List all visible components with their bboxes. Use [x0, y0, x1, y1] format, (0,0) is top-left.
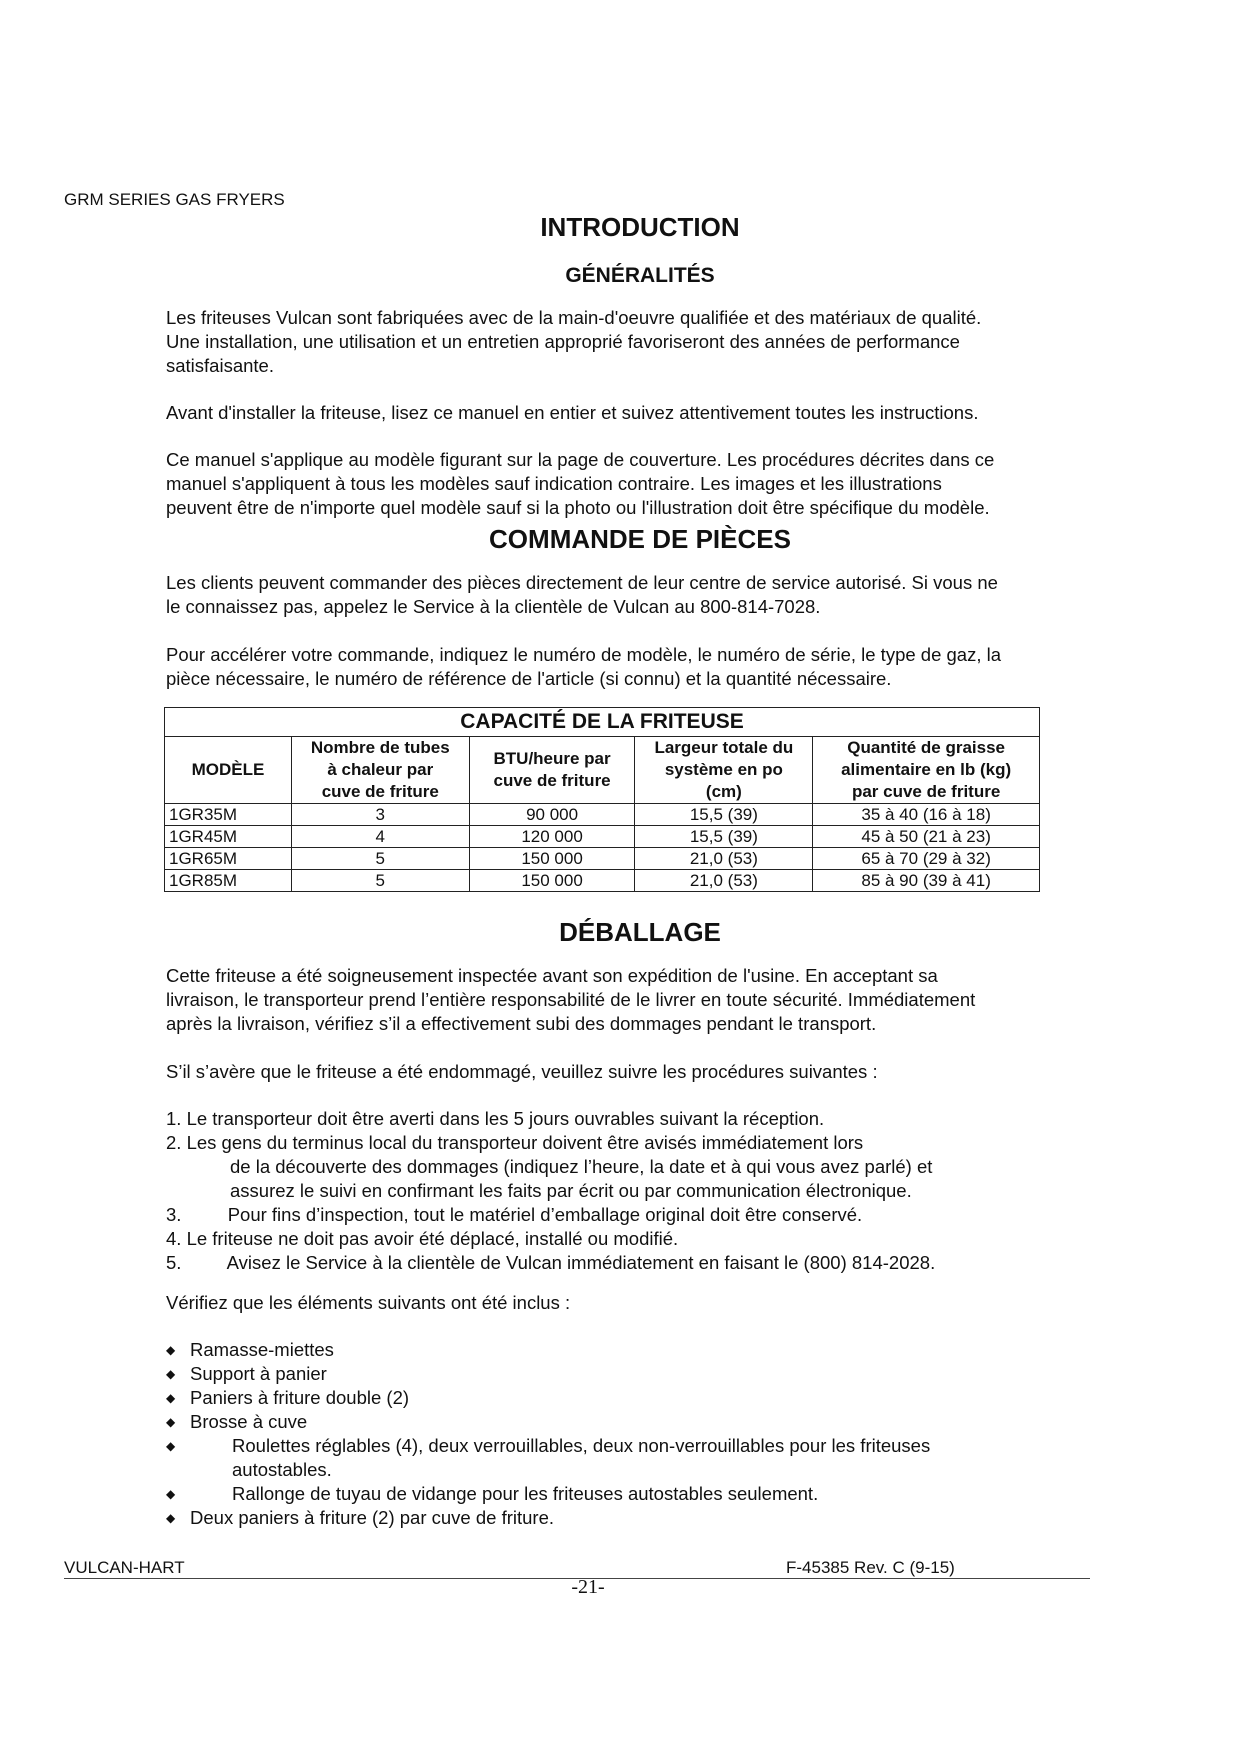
list-item-text: Rallonge de tuyau de vidange pour les friteuses autostables seulement.: [232, 1483, 819, 1504]
intro-paragraph-1: [166, 306, 1126, 378]
header-line: MODÈLE: [191, 760, 265, 779]
cell-width: 15,5 (39): [635, 826, 813, 848]
list-item-text: Roulettes réglables (4), deux verrouillables, deux non-verrouillables pour les friteuses: [232, 1435, 931, 1456]
table-row: [165, 826, 1040, 848]
table-title: CAPACITÉ DE LA FRITEUSE: [165, 708, 1040, 737]
header-tubes: [291, 737, 469, 804]
section-title-parts: COMMANDE DE PIÈCES: [489, 524, 791, 554]
header-line: par cuve de friture: [851, 782, 1001, 801]
cell-oil-capacity: 45 à 50 (21 à 23): [813, 826, 1040, 848]
list-item: [166, 1362, 1126, 1386]
list-item-continuation: assurez le suivi en confirmant les faits par écrit ou par communication électronique.: [230, 1180, 912, 1201]
header-line: BTU/heure par: [493, 749, 611, 768]
running-header: GRM SERIES GAS FRYERS: [64, 190, 285, 209]
header-line: cuve de friture: [321, 782, 439, 801]
unpacking-paragraph-1: [166, 964, 1126, 1036]
list-item-text: Support à panier: [190, 1363, 327, 1384]
header-line: système en po: [664, 760, 783, 779]
cell-model: 1GR35M: [165, 804, 292, 826]
diamond-bullet-icon: ◆: [166, 1415, 176, 1429]
text-line: Les clients peuvent commander des pièces directement de leur centre de service autorisé. Si vous ne: [166, 572, 998, 593]
header-oil-capacity: [813, 737, 1040, 804]
section-title-unpacking: DÉBALLAGE: [559, 917, 721, 947]
cell-btu: 150 000: [469, 870, 635, 892]
cell-model: 1GR65M: [165, 848, 292, 870]
list-item: 5. Avisez le Service à la clientèle de Vulcan immédiatement en faisant le (800) 814-2028.: [166, 1252, 936, 1273]
cell-model: 1GR85M: [165, 870, 292, 892]
list-item: [166, 1482, 1126, 1506]
text-line: satisfaisante.: [166, 355, 274, 376]
intro-paragraph-2: Avant d'installer la friteuse, lisez ce manuel en entier et suivez attentivement toutes les instructions.: [166, 402, 979, 423]
table-header-row: [165, 737, 1040, 804]
list-item: 3. Pour fins d’inspection, tout le matériel d’emballage original doit être conservé.: [166, 1204, 863, 1225]
list-item: [166, 1338, 1126, 1362]
unpacking-steps-list: [166, 1107, 1126, 1275]
included-items-list: [166, 1338, 1126, 1530]
header-line: cuve de friture: [493, 771, 611, 790]
table-row: [165, 848, 1040, 870]
cell-oil-capacity: 85 à 90 (39 à 41): [813, 870, 1040, 892]
header-line: Nombre de tubes: [310, 738, 450, 757]
subsection-title-generalites: GÉNÉRALITÉS: [565, 264, 715, 287]
cell-tubes: 4: [291, 826, 469, 848]
list-item: [166, 1434, 1126, 1458]
list-item: [166, 1410, 1126, 1434]
text-line: le connaissez pas, appelez le Service à la clientèle de Vulcan au 800-814-7028.: [166, 596, 821, 617]
header-width: [635, 737, 813, 804]
parts-paragraph-2: [166, 643, 1126, 691]
cell-width: 15,5 (39): [635, 804, 813, 826]
cell-model: 1GR45M: [165, 826, 292, 848]
list-item-continuation: autostables.: [232, 1459, 332, 1480]
header-line: à chaleur par: [327, 760, 434, 779]
diamond-bullet-icon: ◆: [166, 1367, 176, 1381]
unpacking-paragraph-3: Vérifiez que les éléments suivants ont été inclus :: [166, 1292, 571, 1313]
text-line: pièce nécessaire, le numéro de référence de l'article (si connu) et la quantité nécessaire.: [166, 668, 892, 689]
text-line: après la livraison, vérifiez s’il a effectivement subi des dommages pendant le transport.: [166, 1013, 877, 1034]
diamond-bullet-icon: ◆: [166, 1343, 176, 1357]
text-line: peuvent être de n'importe quel modèle sauf si la photo ou l'illustration doit être spécifique du modèle.: [166, 497, 990, 518]
cell-width: 21,0 (53): [635, 848, 813, 870]
list-item-text: Ramasse-miettes: [190, 1339, 334, 1360]
footer-document-number: F-45385 Rev. C (9-15): [786, 1558, 955, 1577]
header-model: [165, 737, 292, 804]
list-item-text: Paniers à friture double (2): [190, 1387, 410, 1408]
section-title-introduction: INTRODUCTION: [540, 212, 740, 242]
text-line: Les friteuses Vulcan sont fabriquées avec de la main-d'oeuvre qualifiée et des matériaux de qualité.: [166, 307, 982, 328]
list-item: 2. Les gens du terminus local du transporteur doivent être avisés immédiatement lors: [166, 1132, 864, 1153]
capacity-table: [164, 707, 1040, 892]
header-btu: [469, 737, 635, 804]
list-item: 4. Le friteuse ne doit pas avoir été déplacé, installé ou modifié.: [166, 1228, 679, 1249]
text-line: Une installation, une utilisation et un entretien approprié favoriseront des années de performance: [166, 331, 960, 352]
cell-tubes: 3: [291, 804, 469, 826]
text-line: Ce manuel s'applique au modèle figurant sur la page de couverture. Les procédures décrites dans ce: [166, 449, 995, 470]
text-line: Pour accélérer votre commande, indiquez le numéro de modèle, le numéro de série, le type de gaz, la: [166, 644, 1002, 665]
header-line: Quantité de graisse: [847, 738, 1006, 757]
cell-oil-capacity: 65 à 70 (29 à 32): [813, 848, 1040, 870]
diamond-bullet-icon: ◆: [166, 1439, 176, 1453]
list-item: 1. Le transporteur doit être averti dans les 5 jours ouvrables suivant la réception.: [166, 1108, 825, 1129]
header-line: alimentaire en lb (kg): [841, 760, 1012, 779]
cell-tubes: 5: [291, 848, 469, 870]
cell-oil-capacity: 35 à 40 (16 à 18): [813, 804, 1040, 826]
list-item-continuation: de la découverte des dommages (indiquez l’heure, la date et à qui vous avez parlé) et: [230, 1156, 933, 1177]
cell-btu: 90 000: [469, 804, 635, 826]
intro-paragraph-3: [166, 448, 1126, 520]
table-row: [165, 804, 1040, 826]
text-line: Cette friteuse a été soigneusement inspectée avant son expédition de l'usine. En acceptant sa: [166, 965, 938, 986]
cell-width: 21,0 (53): [635, 870, 813, 892]
text-line: livraison, le transporteur prend l’entière responsabilité de le livrer en toute sécurité. Immédiatement: [166, 989, 976, 1010]
table-row: [165, 870, 1040, 892]
table-title-row: [165, 708, 1040, 737]
cell-tubes: 5: [291, 870, 469, 892]
footer-company: VULCAN-HART: [64, 1558, 185, 1577]
diamond-bullet-icon: ◆: [166, 1391, 176, 1405]
cell-btu: 120 000: [469, 826, 635, 848]
page-number: -21-: [571, 1576, 605, 1598]
list-item-text: Deux paniers à friture (2) par cuve de friture.: [190, 1507, 554, 1528]
unpacking-paragraph-2: S’il s’avère que le friteuse a été endommagé, veuillez suivre les procédures suivantes :: [166, 1061, 878, 1082]
header-line: (cm): [705, 782, 742, 801]
text-line: manuel s'appliquent à tous les modèles sauf indication contraire. Les images et les illustrations: [166, 473, 942, 494]
list-item: [166, 1386, 1126, 1410]
cell-btu: 150 000: [469, 848, 635, 870]
list-item: [166, 1506, 1126, 1530]
list-item-text: Brosse à cuve: [190, 1411, 308, 1432]
parts-paragraph-1: [166, 571, 1126, 619]
diamond-bullet-icon: ◆: [166, 1511, 176, 1525]
header-line: Largeur totale du: [654, 738, 794, 757]
diamond-bullet-icon: ◆: [166, 1487, 176, 1501]
